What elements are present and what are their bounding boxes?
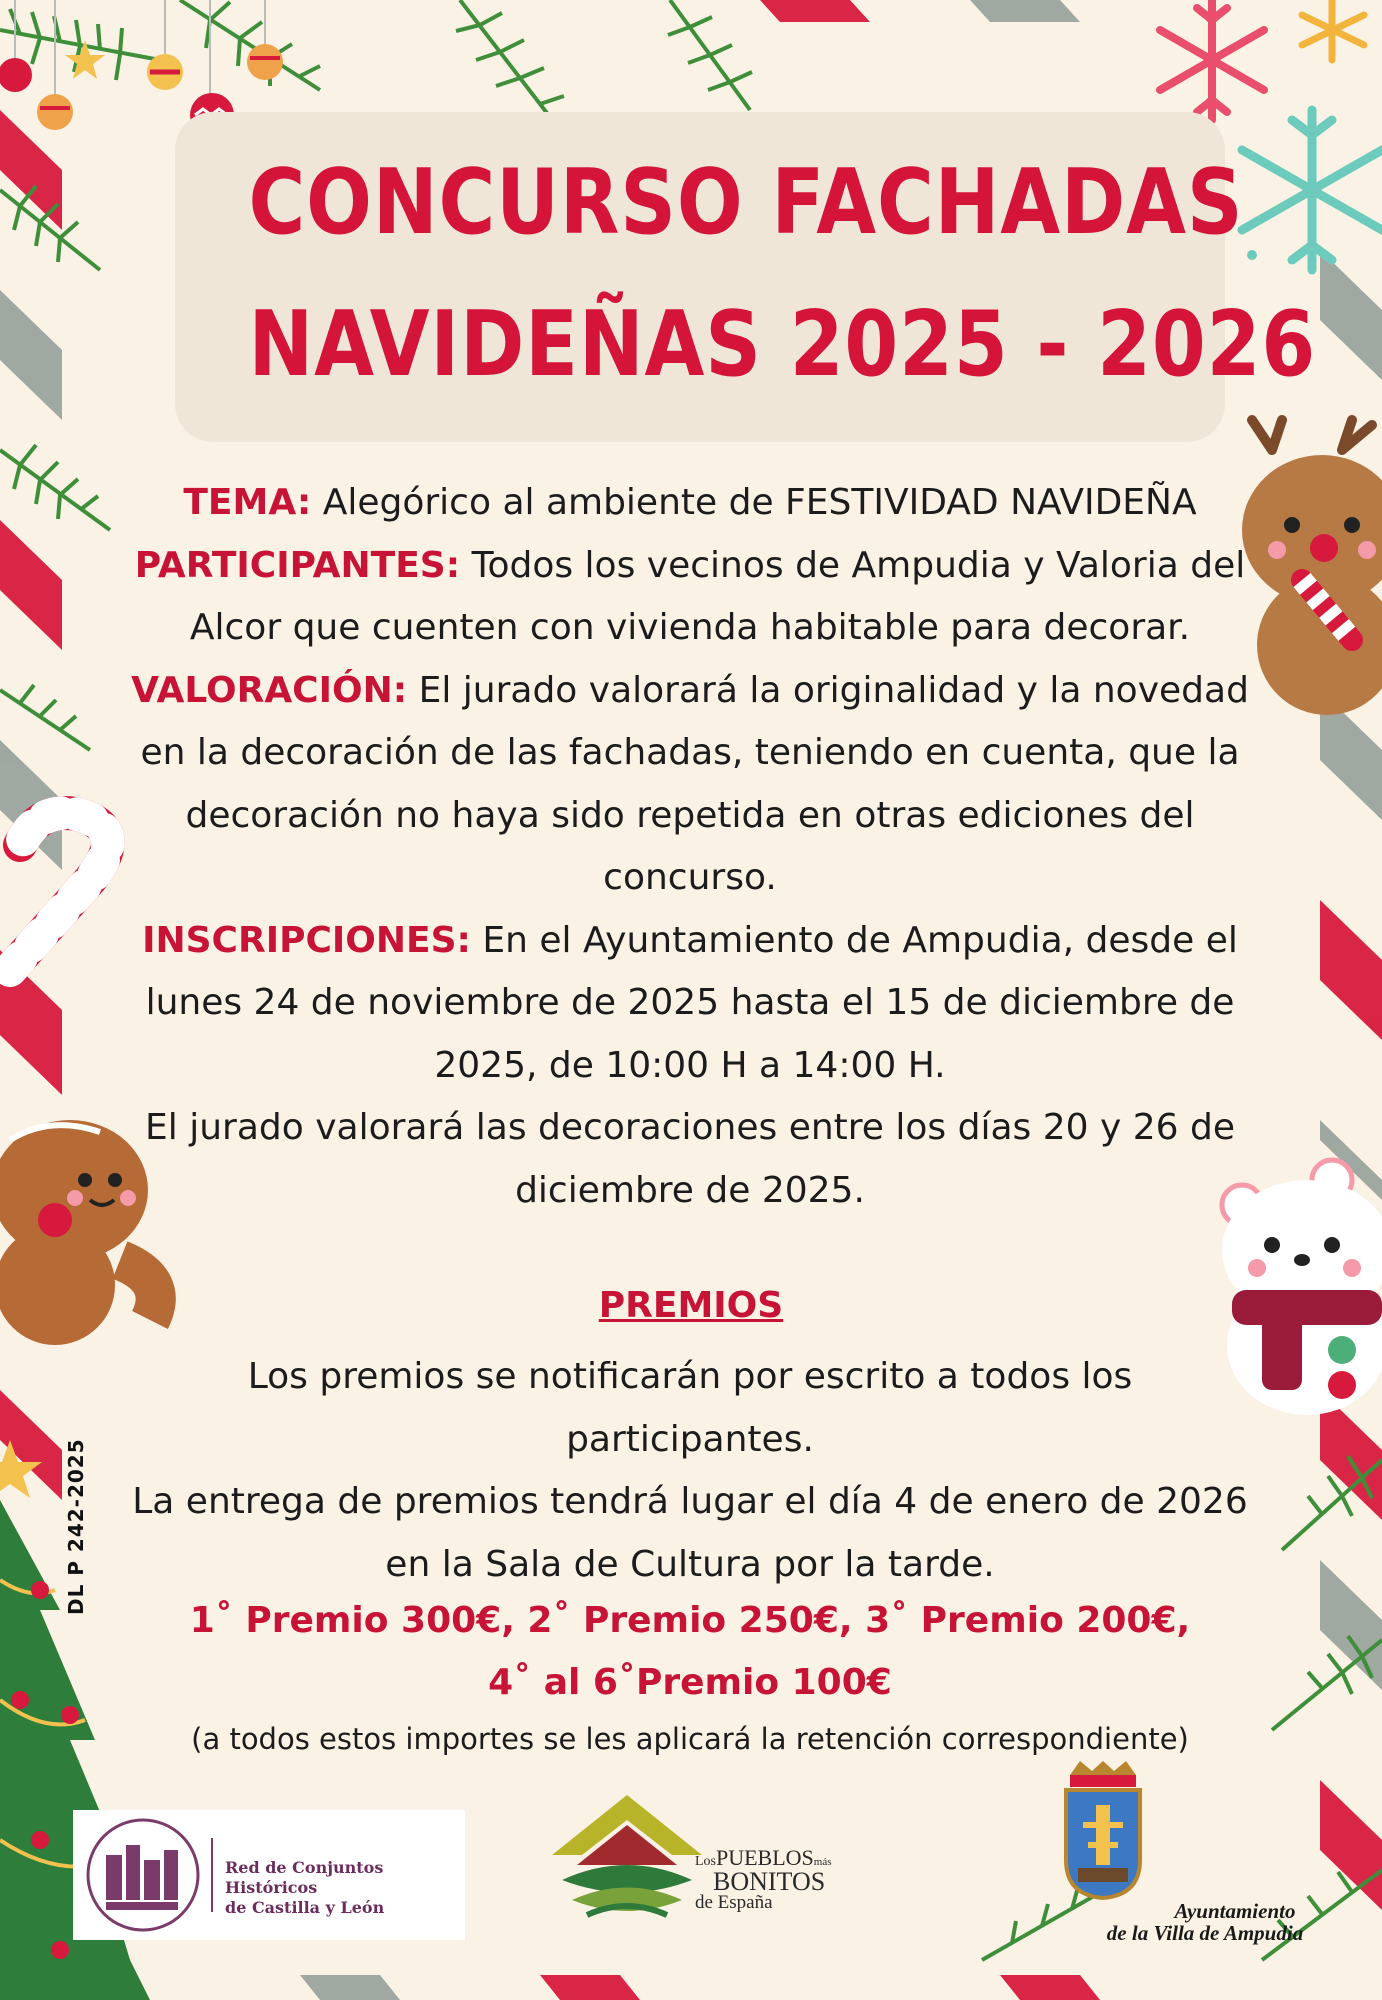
participantes-line — [120, 535, 1260, 598]
pueblos-los: Los — [695, 1854, 716, 1869]
pine-branches-left — [0, 150, 120, 850]
participantes-text: Todos los vecinos de Ampudia y Valoria del — [460, 544, 1246, 586]
premios-line1: Los premios se notificarán por escrito a todos los participantes. — [247, 1356, 1133, 1460]
valoracion-text: El jurado valorará la originalidad y la novedad — [407, 669, 1249, 711]
valoracion-line2: en la decoración de las fachadas, teniendo en cuenta, que la — [140, 732, 1240, 773]
jurado-line: El jurado valorará las decoraciones entre los días 20 y 26 de — [145, 1107, 1235, 1148]
participantes-line2: Alcor que cuenten con vivienda habitable para decorar. — [189, 607, 1191, 648]
pueblos-bonitos-text — [695, 1845, 855, 1913]
valoracion-label: VALORACIÓN: — [131, 669, 408, 711]
valoracion-line4: concurso. — [603, 857, 777, 898]
prizes-line1: 1˚ Premio 300€, 2˚ Premio 250€, 3˚ Premio 200€, — [189, 1600, 1191, 1641]
prizes-line2: 4˚ al 6˚Premio 100€ — [488, 1662, 892, 1703]
pueblos-bonitos-emblem — [552, 1795, 702, 1925]
inscripciones-label: INSCRIPCIONES: — [142, 919, 471, 961]
inscripciones-line2: lunes 24 de noviembre de 2025 hasta el 15 de diciembre de — [145, 982, 1235, 1023]
inscripciones-line — [120, 910, 1260, 973]
ayuntamiento-line2: de la Villa de Ampudia — [1106, 1921, 1304, 1945]
premios-details — [120, 1346, 1260, 1596]
page-title-line1: CONCURSO FACHADAS — [248, 150, 1244, 255]
participantes-label: PARTICIPANTES: — [134, 544, 461, 586]
pueblos-espana: de España — [695, 1892, 773, 1913]
premios-line2: La entrega de premios tendrá lugar el día 4 de enero de 2026 — [132, 1481, 1248, 1522]
red-conjuntos-logo — [73, 1810, 465, 1940]
ayuntamiento-text — [1060, 1900, 1350, 1944]
red-conjuntos-line2: de Castilla y León — [225, 1898, 385, 1917]
premios-line3: en la Sala de Cultura por la tarde. — [385, 1543, 995, 1585]
pueblos-bonitos: BONITOS — [713, 1867, 826, 1896]
jurado-line2: diciembre de 2025. — [515, 1169, 865, 1211]
tema-line — [120, 472, 1260, 535]
ampudia-coat-of-arms — [1058, 1760, 1148, 1900]
valoracion-line — [120, 660, 1260, 723]
red-conjuntos-line1: Red de Conjuntos Históricos — [225, 1858, 384, 1897]
tema-label: TEMA: — [183, 482, 312, 523]
red-conjuntos-emblem — [78, 1810, 208, 1940]
ayuntamiento-line1: Ayuntamiento — [1174, 1899, 1296, 1923]
pueblos-pueblos: PUEBLOS — [716, 1845, 814, 1870]
tema-text: Alegórico al ambiente de FESTIVIDAD NAVIDEÑA — [311, 482, 1197, 523]
inscripciones-text: En el Ayuntamiento de Ampudia, desde el — [470, 919, 1238, 961]
pueblos-mas: más — [813, 1856, 832, 1868]
red-conjuntos-text — [225, 1858, 465, 1918]
inscripciones-line3: 2025, de 10:00 H a 14:00 H. — [434, 1044, 946, 1086]
retention-note: (a todos estos importes se les aplicará la retención correspondiente) — [191, 1722, 1189, 1756]
valoracion-line3: decoración no haya sido repetida en otras ediciones del — [185, 794, 1195, 836]
premios-heading: PREMIOS — [598, 1285, 784, 1326]
page-title-line2: NAVIDEÑAS 2025 - 2026 — [248, 292, 1317, 397]
legal-deposit: DL P 242-2025 — [64, 1438, 88, 1615]
contest-details — [120, 472, 1260, 1222]
